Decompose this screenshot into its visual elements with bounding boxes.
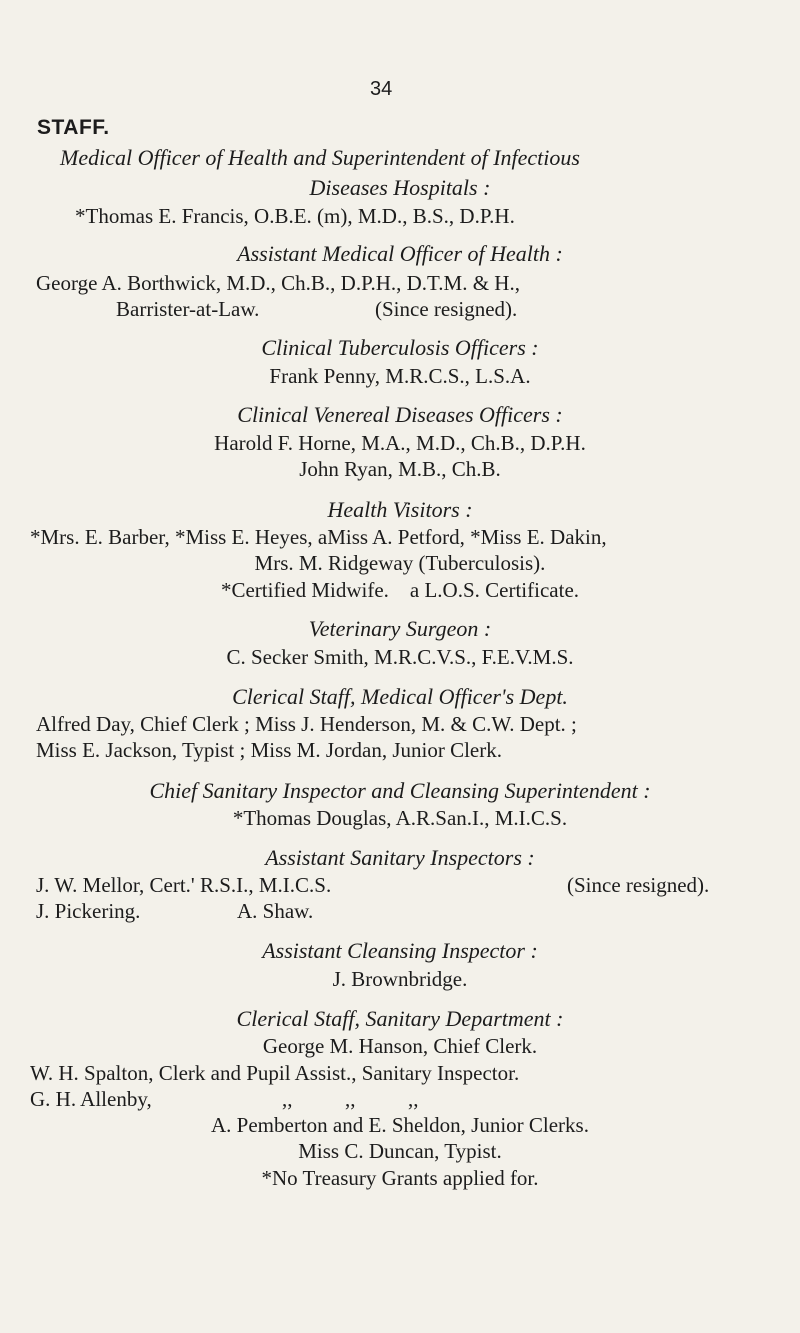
clerical-med-line-1: Alfred Day, Chief Clerk ; Miss J. Henderson, M. & C.W. Dept. ; [36,712,577,736]
vd-name-2: John Ryan, M.B., Ch.B. [299,457,501,481]
vet-heading: Veterinary Surgeon : [308,616,492,641]
clerical-san-line-2: W. H. Spalton, Clerk and Pupil Assist., Sanitary Inspector. [30,1061,520,1085]
aci-name: J. Brownbridge. [332,967,468,991]
clerical-san-heading: Clerical Staff, Sanitary Department : [236,1006,564,1031]
clerical-med-heading: Clerical Staff, Medical Officer's Dept. [232,684,568,709]
clerical-san-line-5: Miss C. Duncan, Typist. [298,1139,502,1163]
csi-name: *Thomas Douglas, A.R.San.I., M.I.C.S. [232,806,568,830]
vd-name-1: Harold F. Horne, M.A., M.D., Ch.B., D.P.H. [214,431,586,455]
footnote: *No Treasury Grants applied for. [261,1166,539,1190]
tb-name: Frank Penny, M.R.C.S., L.S.A. [269,364,531,388]
vd-heading: Clinical Venereal Diseases Officers : [237,402,563,427]
asst-moh-qualification: Barrister-at-Law. [116,297,260,321]
clerical-san-line-1: George M. Hanson, Chief Clerk. [262,1034,538,1058]
asi-heading: Assistant Sanitary Inspectors : [265,845,535,870]
clerical-med-line-2: Miss E. Jackson, Typist ; Miss M. Jordan, Junior Clerk. [36,738,502,762]
moh-name: *Thomas E. Francis, O.B.E. (m), M.D., B.S., D.P.H. [75,204,515,228]
tb-heading: Clinical Tuberculosis Officers : [261,335,539,360]
page-number: 34 [370,78,393,100]
asi-line-1: J. W. Mellor, Cert.' R.S.I., M.I.C.S. [36,873,332,897]
csi-heading: Chief Sanitary Inspector and Cleansing Superintendent : [149,778,651,803]
asi-line-1-note: (Since resigned). [567,873,710,897]
visitors-line-1: *Mrs. E. Barber, *Miss E. Heyes, aMiss A. Petford, *Miss E. Dakin, [30,525,607,549]
aci-heading: Assistant Cleansing Inspector : [262,938,538,963]
vet-name: C. Secker Smith, M.R.C.V.S., F.E.V.M.S. [226,645,574,669]
visitors-heading: Health Visitors : [327,497,473,522]
asi-line-2: J. Pickering. [36,899,141,923]
asst-moh-heading: Assistant Medical Officer of Health : [237,241,563,266]
page-title: STAFF. [37,116,110,139]
asst-moh-name: George A. Borthwick, M.D., Ch.B., D.P.H., D.T.M. & H., [36,271,520,295]
clerical-san-ditto: ,, ,, ,, [282,1087,419,1111]
moh-heading-cont: Diseases Hospitals : [309,175,491,200]
visitors-line-3: *Certified Midwife. a L.O.S. Certificate. [220,578,580,602]
visitors-line-2: Mrs. M. Ridgeway (Tuberculosis). [254,551,546,575]
asi-line-2-b: A. Shaw. [237,899,314,923]
clerical-san-line-3: G. H. Allenby, [30,1087,152,1111]
clerical-san-line-4: A. Pemberton and E. Sheldon, Junior Clerks. [211,1113,589,1137]
asst-moh-note: (Since resigned). [375,297,518,321]
moh-heading: Medical Officer of Health and Superintendent of Infectious [60,145,580,170]
